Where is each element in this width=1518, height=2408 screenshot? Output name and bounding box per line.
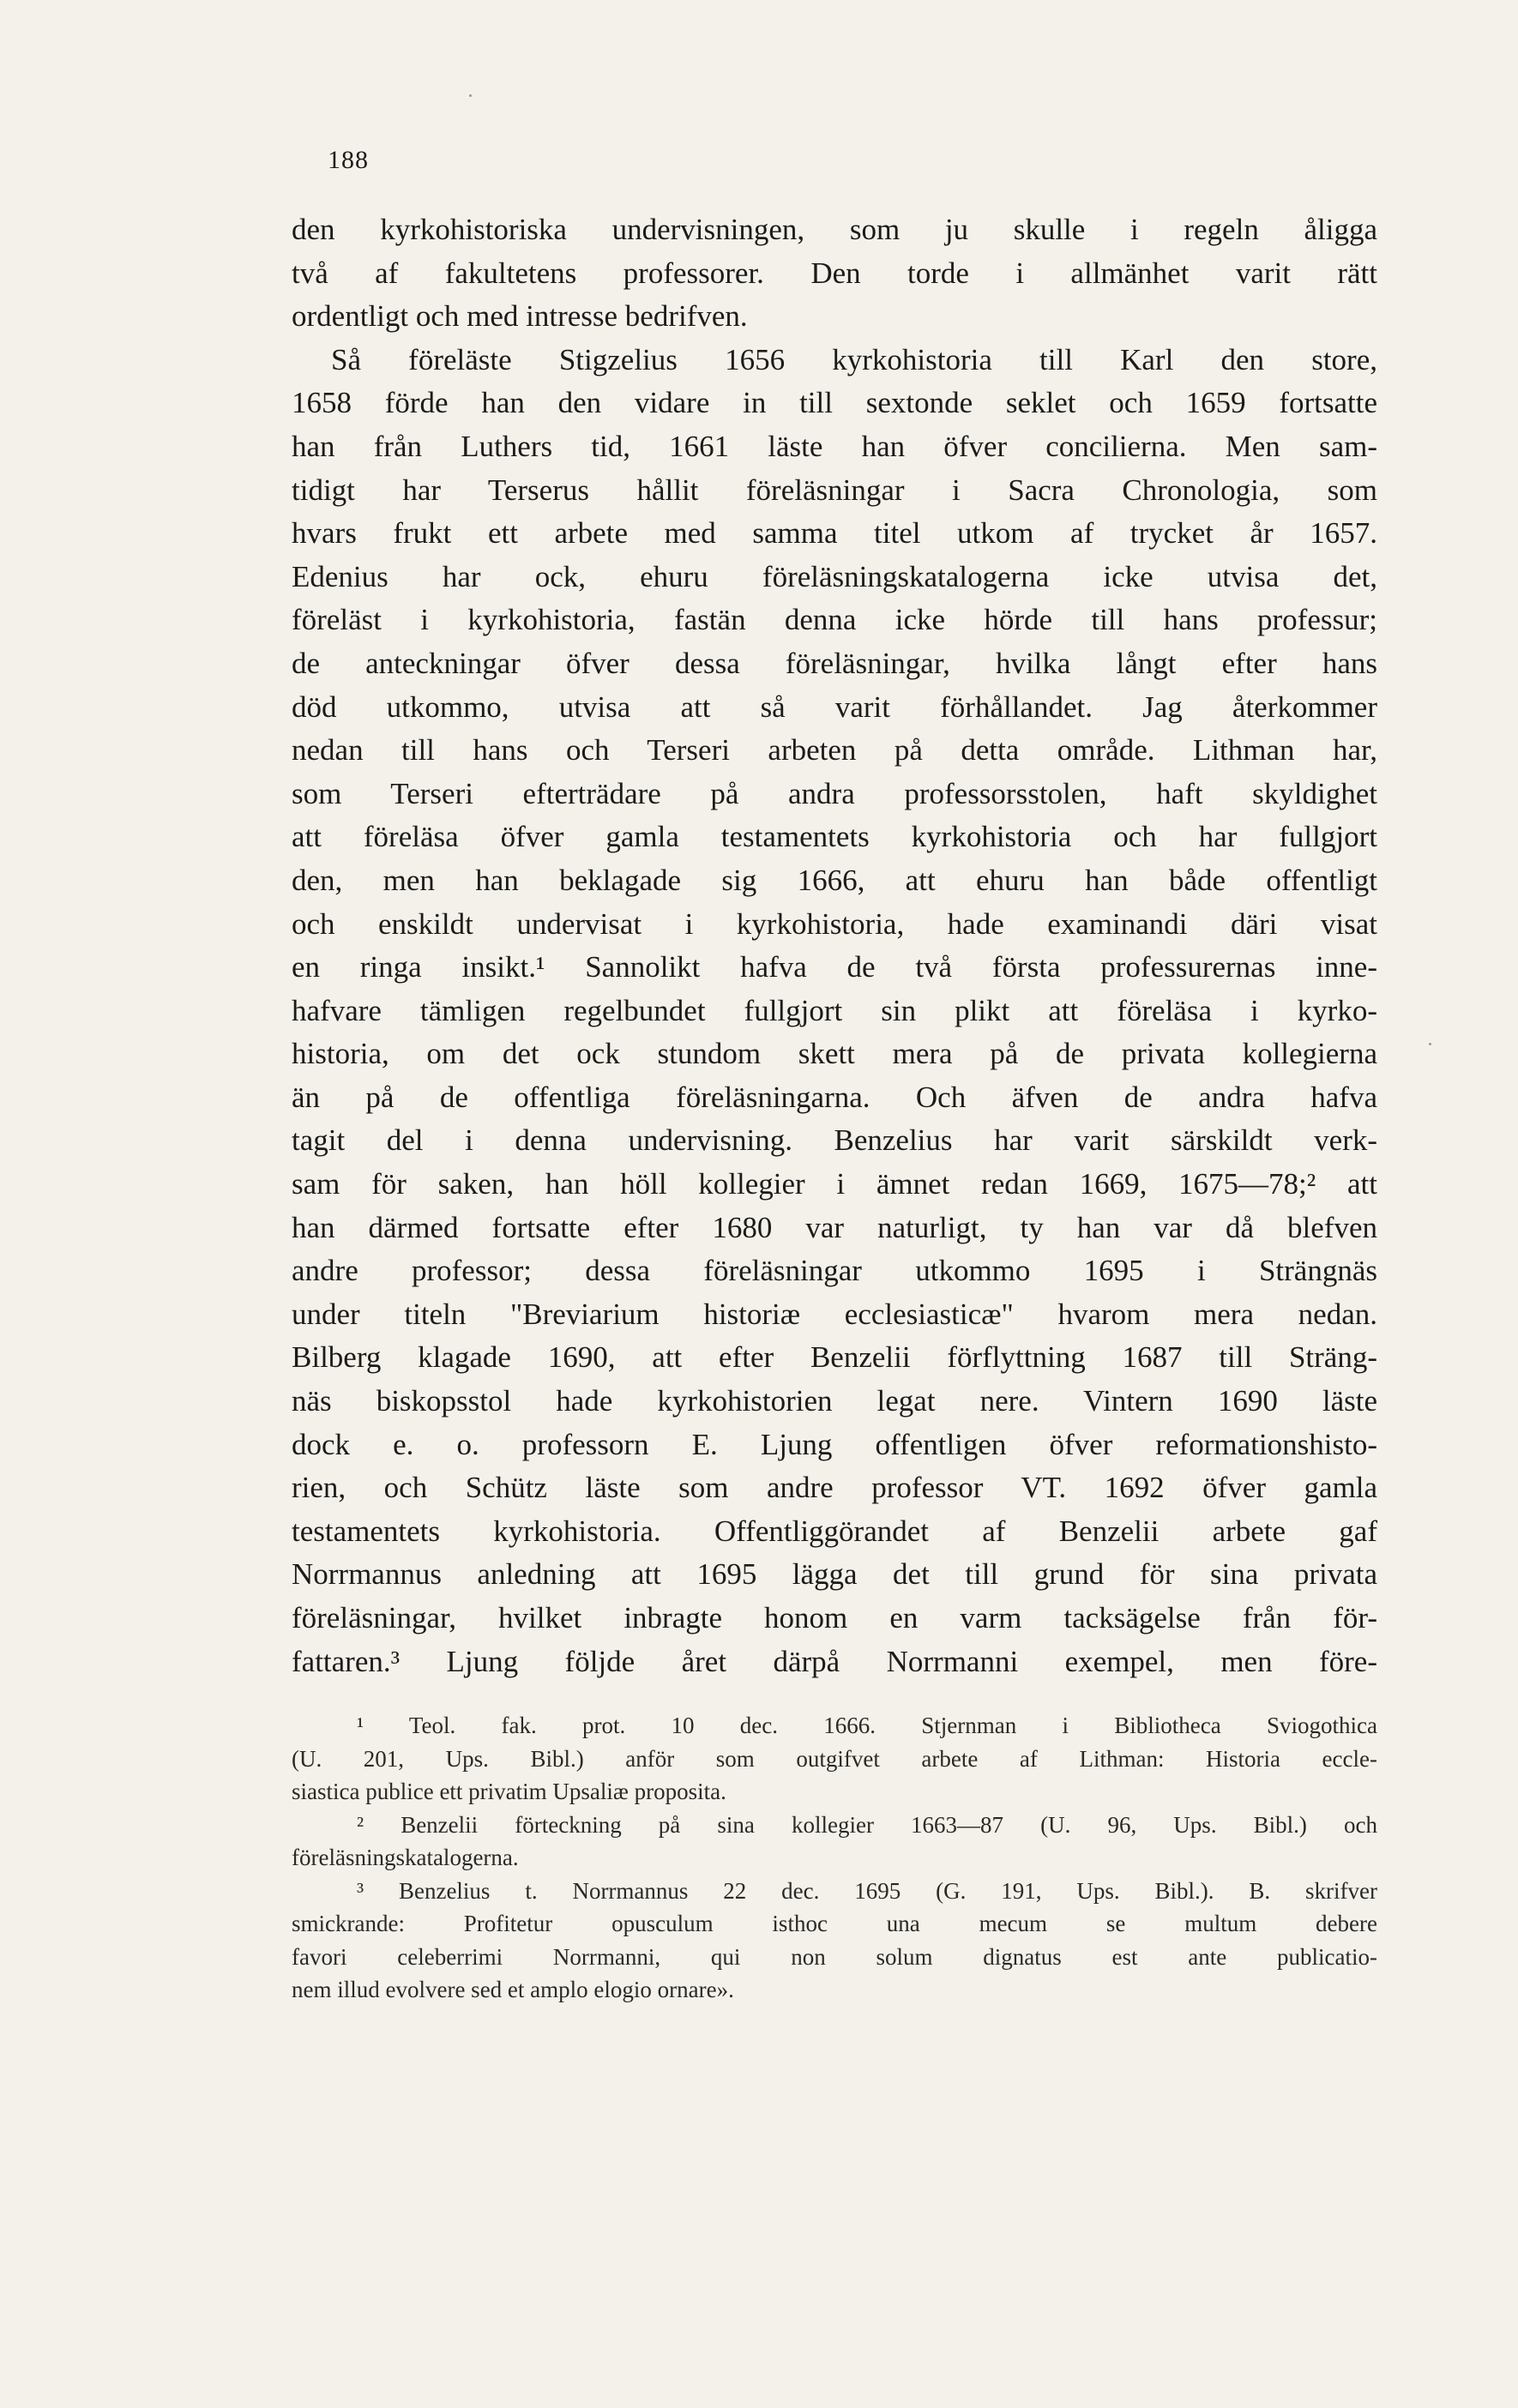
text-line: andre professor; dessa föreläsningar utkommo 1695 i Strängnäs	[292, 1254, 1377, 1288]
text-line: den, men han beklagade sig 1666, att ehuru han både offentligt	[292, 863, 1377, 897]
text-line: än på de offentliga föreläsningarna. Och äfven de andra hafva	[292, 1080, 1377, 1114]
text-line: historia, om det ock stundom skett mera på de privata kollegierna	[292, 1037, 1377, 1071]
text-line: rien, och Schütz läste som andre professor VT. 1692 öfver gamla	[292, 1471, 1377, 1505]
text-line: sam för saken, han höll kollegier i ämnet redan 1669, 1675—78;² att	[292, 1167, 1377, 1201]
text-line: hafvare tämligen regelbundet fullgjort sin plikt att föreläsa i kyrko-	[292, 993, 1377, 1027]
text-line: näs biskopsstol hade kyrkohistorien legat nere. Vintern 1690 läste	[292, 1384, 1377, 1418]
text-line: död utkommo, utvisa att så varit förhållandet. Jag återkommer	[292, 689, 1377, 724]
text-line: de anteckningar öfver dessa föreläsningar, hvilka långt efter hans	[292, 646, 1377, 680]
footnote-2: ² Benzelii förteckning på sina kollegier 1663—87 (U. 96, Ups. Bibl.) och	[357, 1811, 1377, 1838]
text-line: Norrmannus anledning att 1695 lägga det till grund för sina privata	[292, 1557, 1377, 1592]
text-line: två af fakultetens professorer. Den torde i allmänhet varit rätt	[292, 256, 1377, 290]
text-line: föreläsningar, hvilket inbragte honom en varm tacksägelse från för-	[292, 1601, 1377, 1634]
paper-speck	[469, 94, 472, 97]
text-line: han därmed fortsatte efter 1680 var naturligt, ty han var då blefven	[292, 1210, 1377, 1244]
text-line: dock e. o. professorn E. Ljung offentligen öfver reformationshisto-	[292, 1427, 1377, 1461]
footnote-line: föreläsningskatalogerna.	[292, 1845, 519, 1870]
text-line: 1658 förde han den vidare in till sextonde seklet och 1659 fortsatte	[292, 386, 1377, 420]
text-line: fattaren.³ Ljung följde året därpå Norrmanni exempel, men före-	[292, 1644, 1377, 1678]
paper-speck	[1429, 1043, 1431, 1045]
text-line: testamentets kyrkohistoria. Offentliggörandet af Benzelii arbete gaf	[292, 1514, 1377, 1548]
text-line: den kyrkohistoriska undervisningen, som ju skulle i regeln åligga	[292, 213, 1377, 246]
footnote-3: ³ Benzelius t. Norrmannus 22 dec. 1695 (G. 191, Ups. Bibl.). B. skrifver	[357, 1877, 1377, 1904]
footnote-line: (U. 201, Ups. Bibl.) anför som outgifvet arbete af Lithman: Historia eccle-	[292, 1745, 1377, 1772]
footnotes	[292, 1709, 1377, 2007]
footnote-line: smickrande: Profitetur opusculum isthoc una mecum se multum debere	[292, 1911, 1377, 1936]
footnote-line: favori celeberrimi Norrmanni, qui non solum dignatus est ante publicatio-	[292, 1943, 1377, 1970]
text-line: föreläst i kyrkohistoria, fastän denna icke hörde till hans professur;	[292, 603, 1377, 637]
text-line: som Terseri efterträdare på andra professorsstolen, haft skyldighet	[292, 776, 1377, 810]
footnote-1: ¹ Teol. fak. prot. 10 dec. 1666. Stjernman i Bibliotheca Sviogothica	[357, 1713, 1377, 1738]
text-line: tidigt har Terserus hållit föreläsningar i Sacra Chronologia, som	[292, 473, 1377, 507]
text-line: hvars frukt ett arbete med samma titel utkom af trycket år 1657.	[292, 516, 1377, 551]
footnote-line: nem illud evolvere sed et amplo elogio ornare».	[292, 1977, 734, 2002]
text-line: ordentligt och med intresse bedrifven.	[292, 299, 748, 334]
text-line: och enskildt undervisat i kyrkohistoria, hade examinandi däri visat	[292, 906, 1377, 941]
text-line: tagit del i denna undervisning. Benzelius har varit särskildt verk-	[292, 1123, 1377, 1158]
text-line: en ringa insikt.¹ Sannolikt hafva de två första professurernas inne-	[292, 950, 1377, 984]
page-number: 188	[328, 146, 369, 174]
footnote-line: siastica publice ett privatim Upsaliæ proposita.	[292, 1779, 726, 1804]
text-line: Bilberg klagade 1690, att efter Benzelii förflyttning 1687 till Sträng-	[292, 1340, 1377, 1375]
text-line: under titeln "Breviarium historiæ ecclesiasticæ" hvarom mera nedan.	[292, 1297, 1377, 1331]
text-line: Edenius har ock, ehuru föreläsningskatalogerna icke utvisa det,	[292, 559, 1377, 593]
body-text	[292, 208, 1377, 1683]
text-line: han från Luthers tid, 1661 läste han öfver concilierna. Men sam-	[292, 429, 1377, 463]
text-line: att föreläsa öfver gamla testamentets kyrkohistoria och har fullgjort	[292, 820, 1377, 854]
text-line: nedan till hans och Terseri arbeten på detta område. Lithman har,	[292, 733, 1377, 768]
text-line: Så föreläste Stigzelius 1656 kyrkohistoria till Karl den store,	[331, 342, 1377, 376]
